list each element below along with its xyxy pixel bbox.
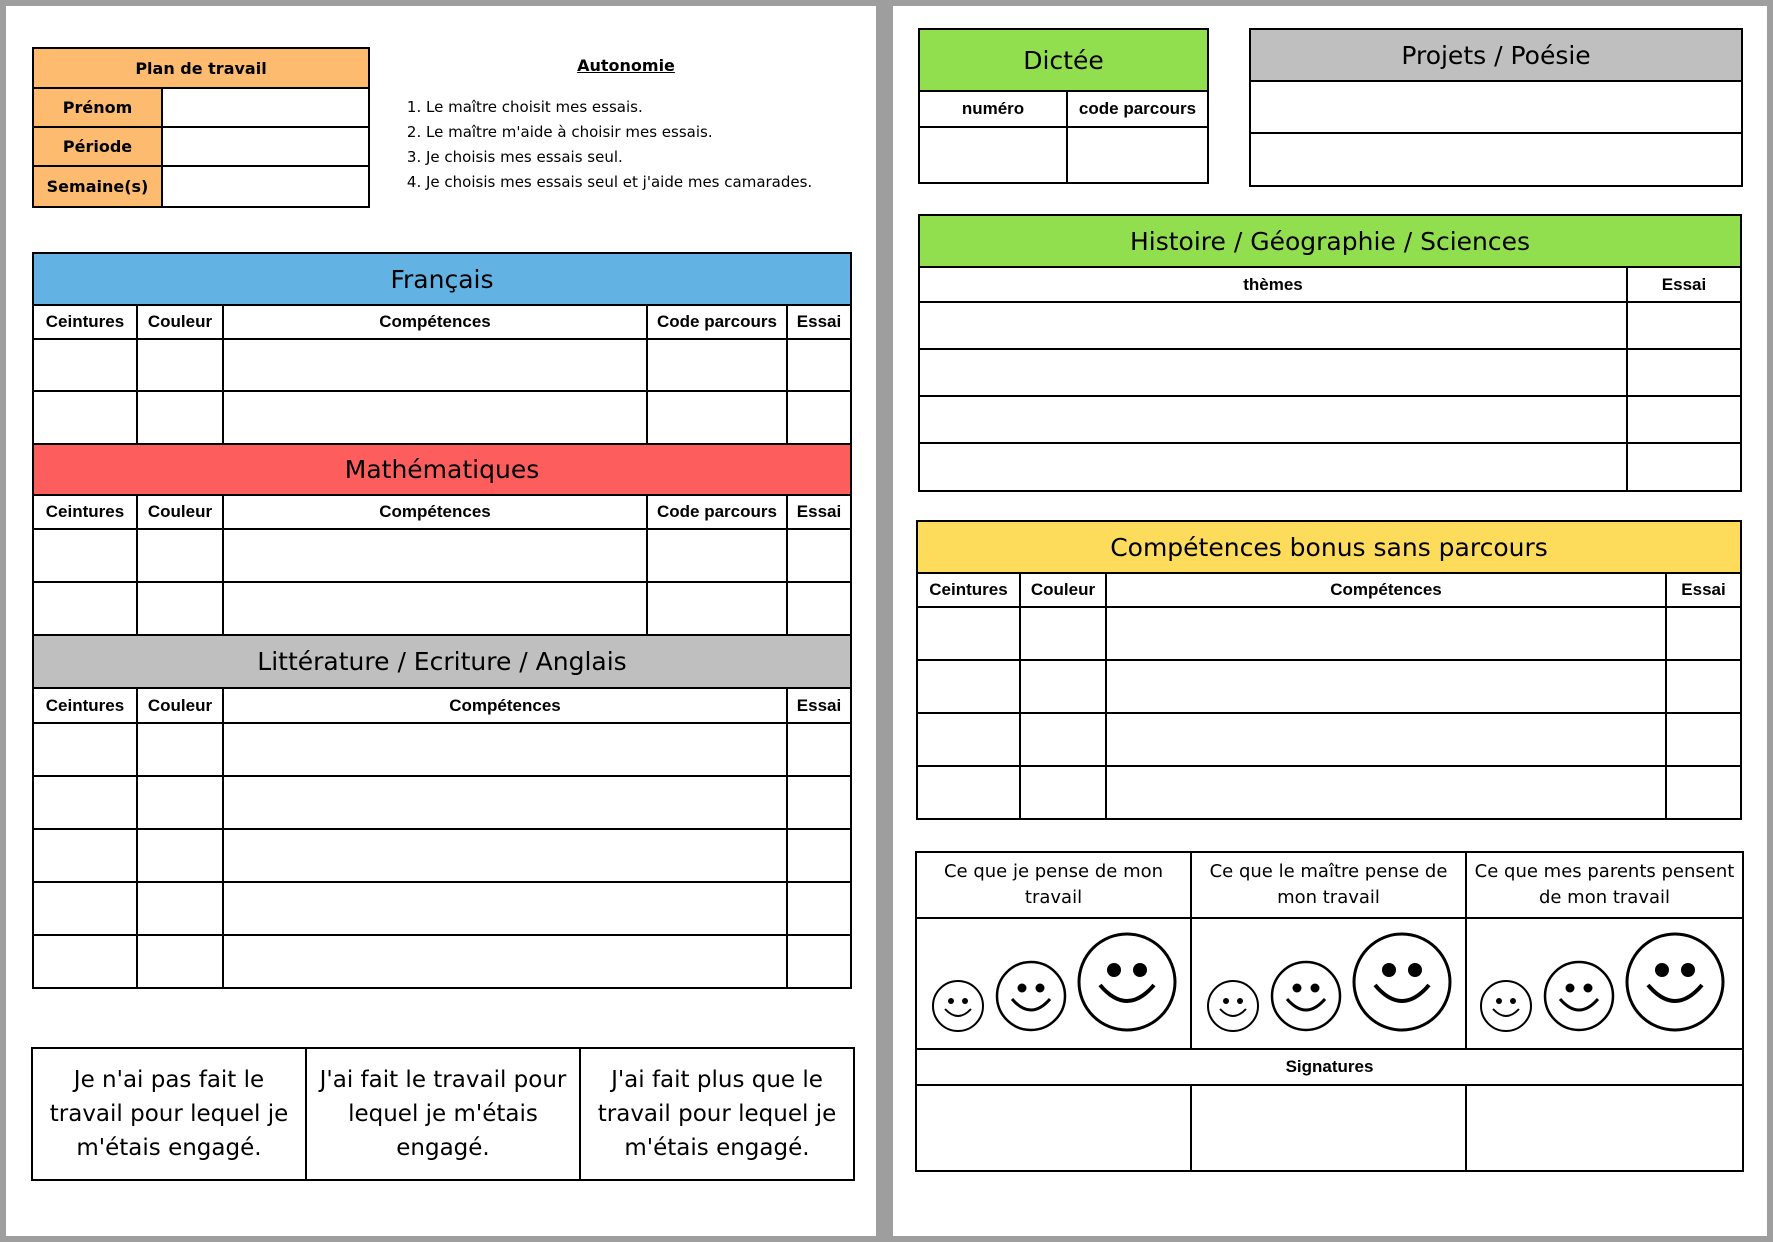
table-row (33, 776, 851, 829)
table-cell[interactable] (787, 723, 851, 776)
parents-smileys-cell (1466, 918, 1743, 1049)
table-cell[interactable] (1106, 607, 1666, 660)
periode-field[interactable] (162, 127, 369, 166)
column-header: Ceintures (33, 688, 137, 723)
dictee-table (918, 28, 1209, 184)
table-cell[interactable] (647, 339, 787, 391)
column-header: Compétences (223, 688, 787, 723)
table-row (919, 127, 1208, 183)
table-cell[interactable] (1020, 713, 1106, 766)
right-page (893, 6, 1767, 1236)
medium-smiley-icon[interactable] (1542, 959, 1616, 1033)
opinion-teacher-label: Ce que le maître pense de mon travail (1191, 852, 1466, 918)
prenom-field[interactable] (162, 88, 369, 127)
table-cell[interactable] (223, 829, 787, 882)
signature-self-field[interactable] (916, 1085, 1191, 1171)
column-header: Essai (787, 495, 851, 529)
autonomie-title: Autonomie (577, 56, 675, 75)
evaluation-table (915, 851, 1744, 1172)
table-cell[interactable] (33, 829, 137, 882)
semaines-label: Semaine(s) (33, 166, 162, 207)
small-smiley-icon[interactable] (931, 979, 985, 1033)
table-row (33, 339, 851, 391)
table-row (917, 713, 1741, 766)
table-cell[interactable] (1627, 443, 1741, 491)
table-cell[interactable] (787, 882, 851, 935)
table-cell[interactable] (33, 529, 137, 582)
opinion-self-label: Ce que je pense de mon travail (916, 852, 1191, 918)
table-cell[interactable] (647, 582, 787, 635)
left-page (6, 6, 876, 1236)
table-cell[interactable] (137, 829, 223, 882)
autonomie-item: 1. Le maître choisit mes essais. (426, 95, 856, 120)
table-cell[interactable] (917, 607, 1020, 660)
projets-table (1249, 28, 1743, 187)
table-cell[interactable] (787, 776, 851, 829)
litterature-header: Littérature / Ecriture / Anglais (33, 635, 851, 688)
column-header: thèmes (919, 267, 1627, 302)
table-cell[interactable] (223, 339, 647, 391)
table-cell[interactable] (1106, 713, 1666, 766)
table-cell[interactable] (33, 723, 137, 776)
table-row (33, 391, 851, 444)
column-header: Essai (787, 688, 851, 723)
table-cell[interactable] (787, 935, 851, 988)
column-header: Couleur (137, 688, 223, 723)
autonomie-block (396, 56, 856, 195)
histoire-header: Histoire / Géographie / Sciences (919, 215, 1741, 267)
plan-title: Plan de travail (33, 48, 369, 88)
table-cell[interactable] (33, 339, 137, 391)
table-row (917, 607, 1741, 660)
table-cell[interactable] (137, 529, 223, 582)
large-smiley-icon[interactable] (1076, 931, 1178, 1033)
table-cell[interactable] (1250, 81, 1742, 133)
table-row (1250, 133, 1742, 186)
plan-de-travail-table (32, 47, 370, 208)
histoire-table (918, 214, 1742, 492)
maths-header: Mathématiques (33, 444, 851, 495)
table-cell[interactable] (917, 766, 1020, 819)
table-cell[interactable] (787, 829, 851, 882)
autonomie-item: 2. Le maître m'aide à choisir mes essais. (426, 120, 856, 145)
table-cell[interactable] (1020, 766, 1106, 819)
table-row (33, 723, 851, 776)
large-smiley-icon[interactable] (1624, 931, 1726, 1033)
semaines-field[interactable] (162, 166, 369, 207)
table-row (33, 582, 851, 635)
table-cell[interactable] (787, 582, 851, 635)
engagement-option[interactable]: Je n'ai pas fait le travail pour lequel je m'étais engagé. (32, 1048, 306, 1180)
table-cell[interactable] (787, 529, 851, 582)
table-row (919, 443, 1741, 491)
bonus-header: Compétences bonus sans parcours (917, 521, 1741, 573)
column-header: Couleur (1020, 573, 1106, 607)
table-cell[interactable] (1627, 349, 1741, 396)
autonomie-list (396, 95, 856, 195)
column-header: Ceintures (917, 573, 1020, 607)
self-smileys-cell (916, 918, 1191, 1049)
table-cell[interactable] (647, 529, 787, 582)
column-header: Couleur (137, 305, 223, 339)
opinion-parents-label: Ce que mes parents pensent de mon travail (1466, 852, 1743, 918)
table-cell[interactable] (917, 713, 1020, 766)
small-smiley-icon[interactable] (1206, 979, 1260, 1033)
column-header: numéro (919, 91, 1067, 127)
signatures-label: Signatures (916, 1049, 1743, 1085)
table-row (919, 302, 1741, 349)
table-cell[interactable] (787, 391, 851, 444)
medium-smiley-icon[interactable] (994, 959, 1068, 1033)
subjects-table (32, 252, 852, 989)
table-cell[interactable] (787, 339, 851, 391)
column-header: Compétences (223, 495, 647, 529)
table-cell[interactable] (1627, 302, 1741, 349)
table-cell[interactable] (1627, 396, 1741, 443)
table-row (919, 349, 1741, 396)
table-row (33, 529, 851, 582)
table-cell[interactable] (1106, 766, 1666, 819)
column-header: Couleur (137, 495, 223, 529)
table-cell[interactable] (223, 529, 647, 582)
autonomie-item: 4. Je choisis mes essais seul et j'aide mes camarades. (426, 170, 856, 195)
table-cell[interactable] (1666, 766, 1741, 819)
table-cell[interactable] (1666, 607, 1741, 660)
table-row (33, 935, 851, 988)
table-cell[interactable] (919, 302, 1627, 349)
autonomie-item: 3. Je choisis mes essais seul. (426, 145, 856, 170)
column-header: Compétences (1106, 573, 1666, 607)
table-cell[interactable] (137, 882, 223, 935)
table-cell[interactable] (1666, 713, 1741, 766)
numero-field[interactable] (919, 127, 1067, 183)
table-cell[interactable] (223, 723, 787, 776)
table-row (33, 882, 851, 935)
table-cell[interactable] (33, 935, 137, 988)
francais-header: Français (33, 253, 851, 305)
prenom-label: Prénom (33, 88, 162, 127)
bonus-table (916, 520, 1742, 820)
table-cell[interactable] (647, 391, 787, 444)
small-smiley-icon[interactable] (1479, 979, 1533, 1033)
table-cell[interactable] (1020, 660, 1106, 713)
engagement-table (31, 1047, 855, 1181)
table-cell[interactable] (33, 776, 137, 829)
table-cell[interactable] (223, 582, 647, 635)
table-cell[interactable] (137, 339, 223, 391)
table-cell[interactable] (223, 882, 787, 935)
engagement-option[interactable]: J'ai fait le travail pour lequel je m'étais engagé. (306, 1048, 580, 1180)
medium-smiley-icon[interactable] (1269, 959, 1343, 1033)
signature-parents-field[interactable] (1466, 1085, 1743, 1171)
large-smiley-icon[interactable] (1351, 931, 1453, 1033)
table-cell[interactable] (919, 396, 1627, 443)
table-cell[interactable] (223, 391, 647, 444)
table-cell[interactable] (223, 776, 787, 829)
teacher-smileys-cell (1191, 918, 1466, 1049)
column-header: Code parcours (647, 305, 787, 339)
periode-label: Période (33, 127, 162, 166)
table-cell[interactable] (1020, 607, 1106, 660)
table-cell[interactable] (33, 882, 137, 935)
table-cell[interactable] (137, 582, 223, 635)
table-cell[interactable] (1106, 660, 1666, 713)
column-header: Essai (1627, 267, 1741, 302)
column-header: Compétences (223, 305, 647, 339)
projets-header: Projets / Poésie (1250, 29, 1742, 81)
dictee-header: Dictée (919, 29, 1208, 91)
table-row (919, 396, 1741, 443)
table-row (1250, 81, 1742, 133)
column-header: Essai (1666, 573, 1741, 607)
table-cell[interactable] (917, 660, 1020, 713)
table-cell[interactable] (137, 935, 223, 988)
table-cell[interactable] (919, 443, 1627, 491)
table-cell[interactable] (223, 935, 787, 988)
table-cell[interactable] (137, 391, 223, 444)
table-row (33, 829, 851, 882)
table-cell[interactable] (137, 776, 223, 829)
column-header: Ceintures (33, 305, 137, 339)
table-cell[interactable] (137, 723, 223, 776)
table-cell[interactable] (919, 349, 1627, 396)
table-cell[interactable] (1666, 660, 1741, 713)
engagement-option[interactable]: J'ai fait plus que le travail pour lequel je m'étais engagé. (580, 1048, 854, 1180)
table-cell[interactable] (33, 391, 137, 444)
table-row (917, 660, 1741, 713)
column-header: Code parcours (647, 495, 787, 529)
signature-teacher-field[interactable] (1191, 1085, 1466, 1171)
column-header: Essai (787, 305, 851, 339)
code-parcours-field[interactable] (1067, 127, 1208, 183)
table-cell[interactable] (33, 582, 137, 635)
table-cell[interactable] (1250, 133, 1742, 186)
column-header: code parcours (1067, 91, 1208, 127)
column-header: Ceintures (33, 495, 137, 529)
table-row (917, 766, 1741, 819)
